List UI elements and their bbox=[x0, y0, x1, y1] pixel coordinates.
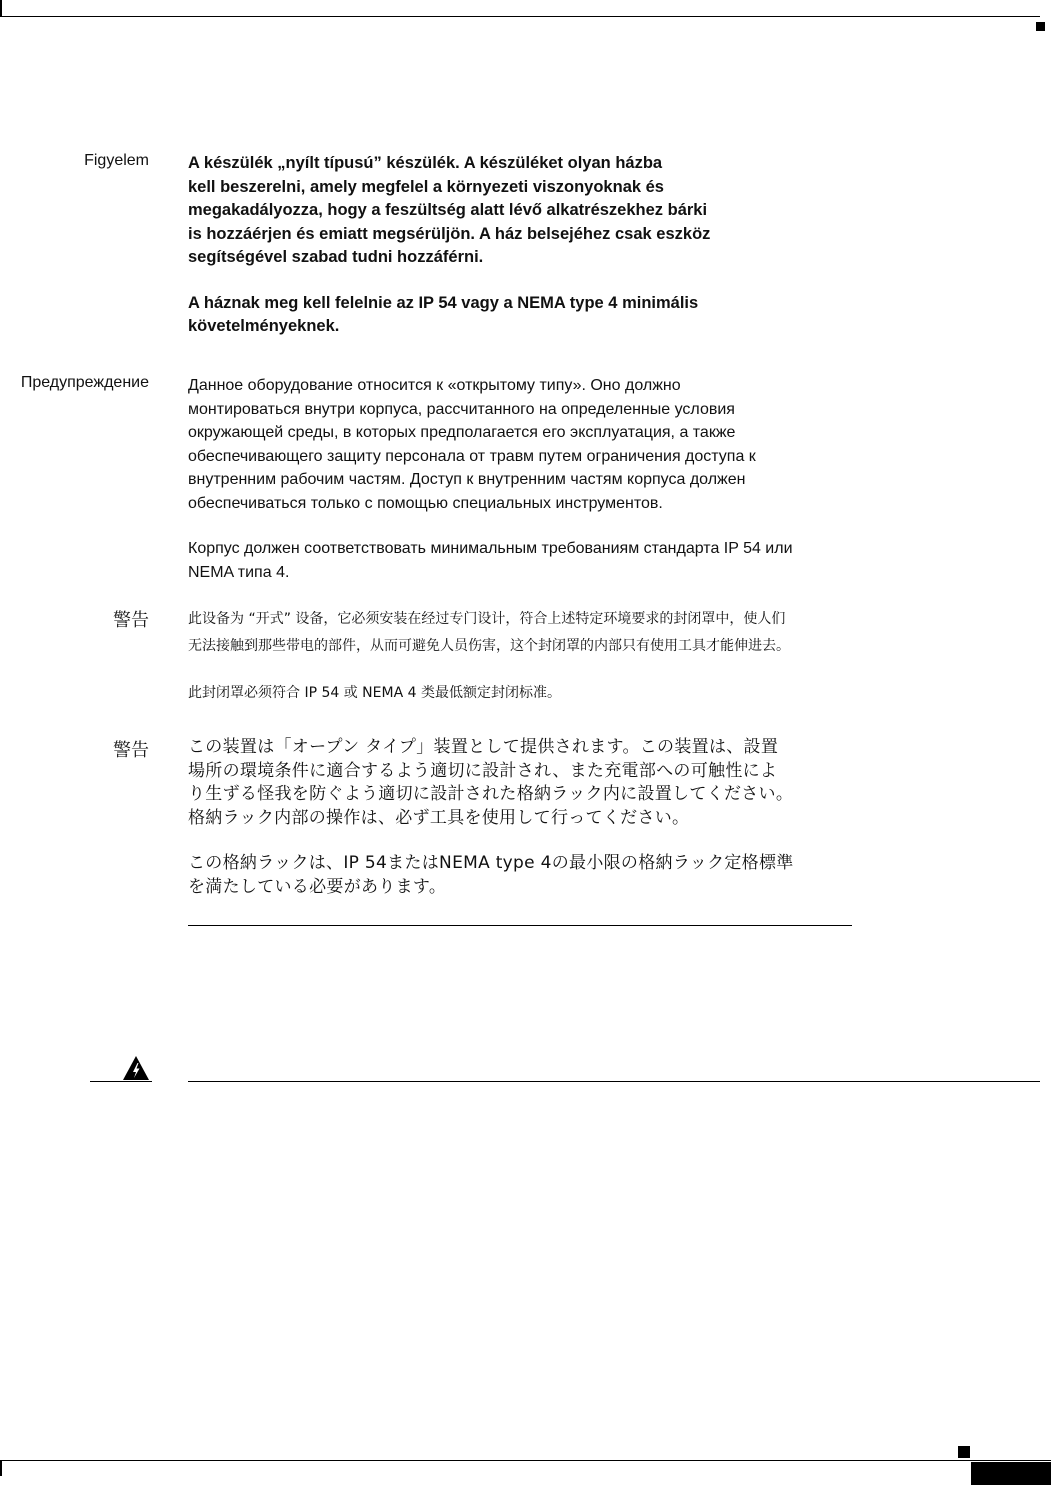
footer-rule bbox=[0, 1460, 1051, 1461]
warning-paragraph: この装置は「オープン タイプ」装置として提供されます。この装置は、設置 場所の環境条件に適合するよう適切に設計され、また充電部への可触性によ り生ずる怪我を防ぐよう適切に設計された格納ラック内に設置してください。 格納ラック内部の操作は、必ず工具を使用して行ってください。 bbox=[188, 737, 794, 828]
warning-paragraph: Данное оборудование относится к «открытому типу». Оно должно монтироваться внутри корпуса, рассчитанного на определенные условия окружающей среды, в которых предполагается его эксплуатация, а также обеспечивающего защиту персонала от травм путем ограничения доступа к внутренним рабочим частям. Доступ к внутренним частям корпуса должен обеспечиваться только с помощью специальных инструментов. bbox=[188, 377, 756, 512]
warning-body-hungarian bbox=[188, 152, 854, 339]
warning-paragraph: Корпус должен соответствовать минимальным требованиям стандарта IP 54 или NEMA типа 4. bbox=[188, 540, 793, 581]
warning-paragraph: A készülék „nyílt típusú” készülék. A készüléket olyan házba kell beszerelni, amely megfelel a környezeti viszonyoknak és megakadályozza, hogy a feszültség alatt lévő alkatrészekhez bárki is hozzáérjen és emiatt megsérüljön. A ház belsejéhez csak eszköz segítségével szabad tudni hozzáférni. bbox=[188, 154, 711, 266]
header-rule bbox=[0, 16, 1040, 17]
footer-marker bbox=[958, 1446, 970, 1458]
next-warning-header bbox=[0, 1052, 1051, 1092]
warning-paragraph: A háznak meg kell felelnie az IP 54 vagy a NEMA type 4 minimális követelményeknek. bbox=[188, 293, 699, 335]
warning-end-rule bbox=[188, 925, 852, 926]
warning-label-hungarian: Figyelem bbox=[84, 152, 149, 169]
warning-label-chinese: 警告 bbox=[113, 610, 149, 631]
warning-paragraph: 此设备为 “开式” 设备，它必须安装在经过专门设计，符合上述特定环境要求的封闭罩中，使人们 无法接触到那些带电的部件，从而可避免人员伤害，这个封闭罩的内部只有使用工具才能伸进去。 bbox=[188, 611, 790, 654]
warning-paragraph: 此封闭罩必须符合 IP 54 或 NEMA 4 类最低额定封闭标准。 bbox=[188, 685, 561, 701]
caution-rule bbox=[188, 1081, 1040, 1082]
warning-label-japanese: 警告 bbox=[113, 740, 149, 761]
bottom-margin-tick bbox=[0, 1460, 2, 1476]
header-marker bbox=[1036, 22, 1045, 31]
caution-icon-rule bbox=[90, 1081, 152, 1082]
warning-paragraph: この格納ラックは、IP 54またはNEMA type 4の最小限の格納ラック定格標準 を満たしている必要があります。 bbox=[188, 853, 794, 897]
warning-label-russian: Предупреждение bbox=[20, 374, 149, 391]
top-margin-tick bbox=[0, 0, 2, 17]
warning-triangle-icon bbox=[122, 1055, 150, 1081]
warning-body-chinese bbox=[188, 606, 854, 707]
page-number-tab bbox=[971, 1462, 1051, 1485]
warning-body-russian bbox=[188, 374, 854, 584]
warning-body-japanese bbox=[188, 736, 854, 899]
